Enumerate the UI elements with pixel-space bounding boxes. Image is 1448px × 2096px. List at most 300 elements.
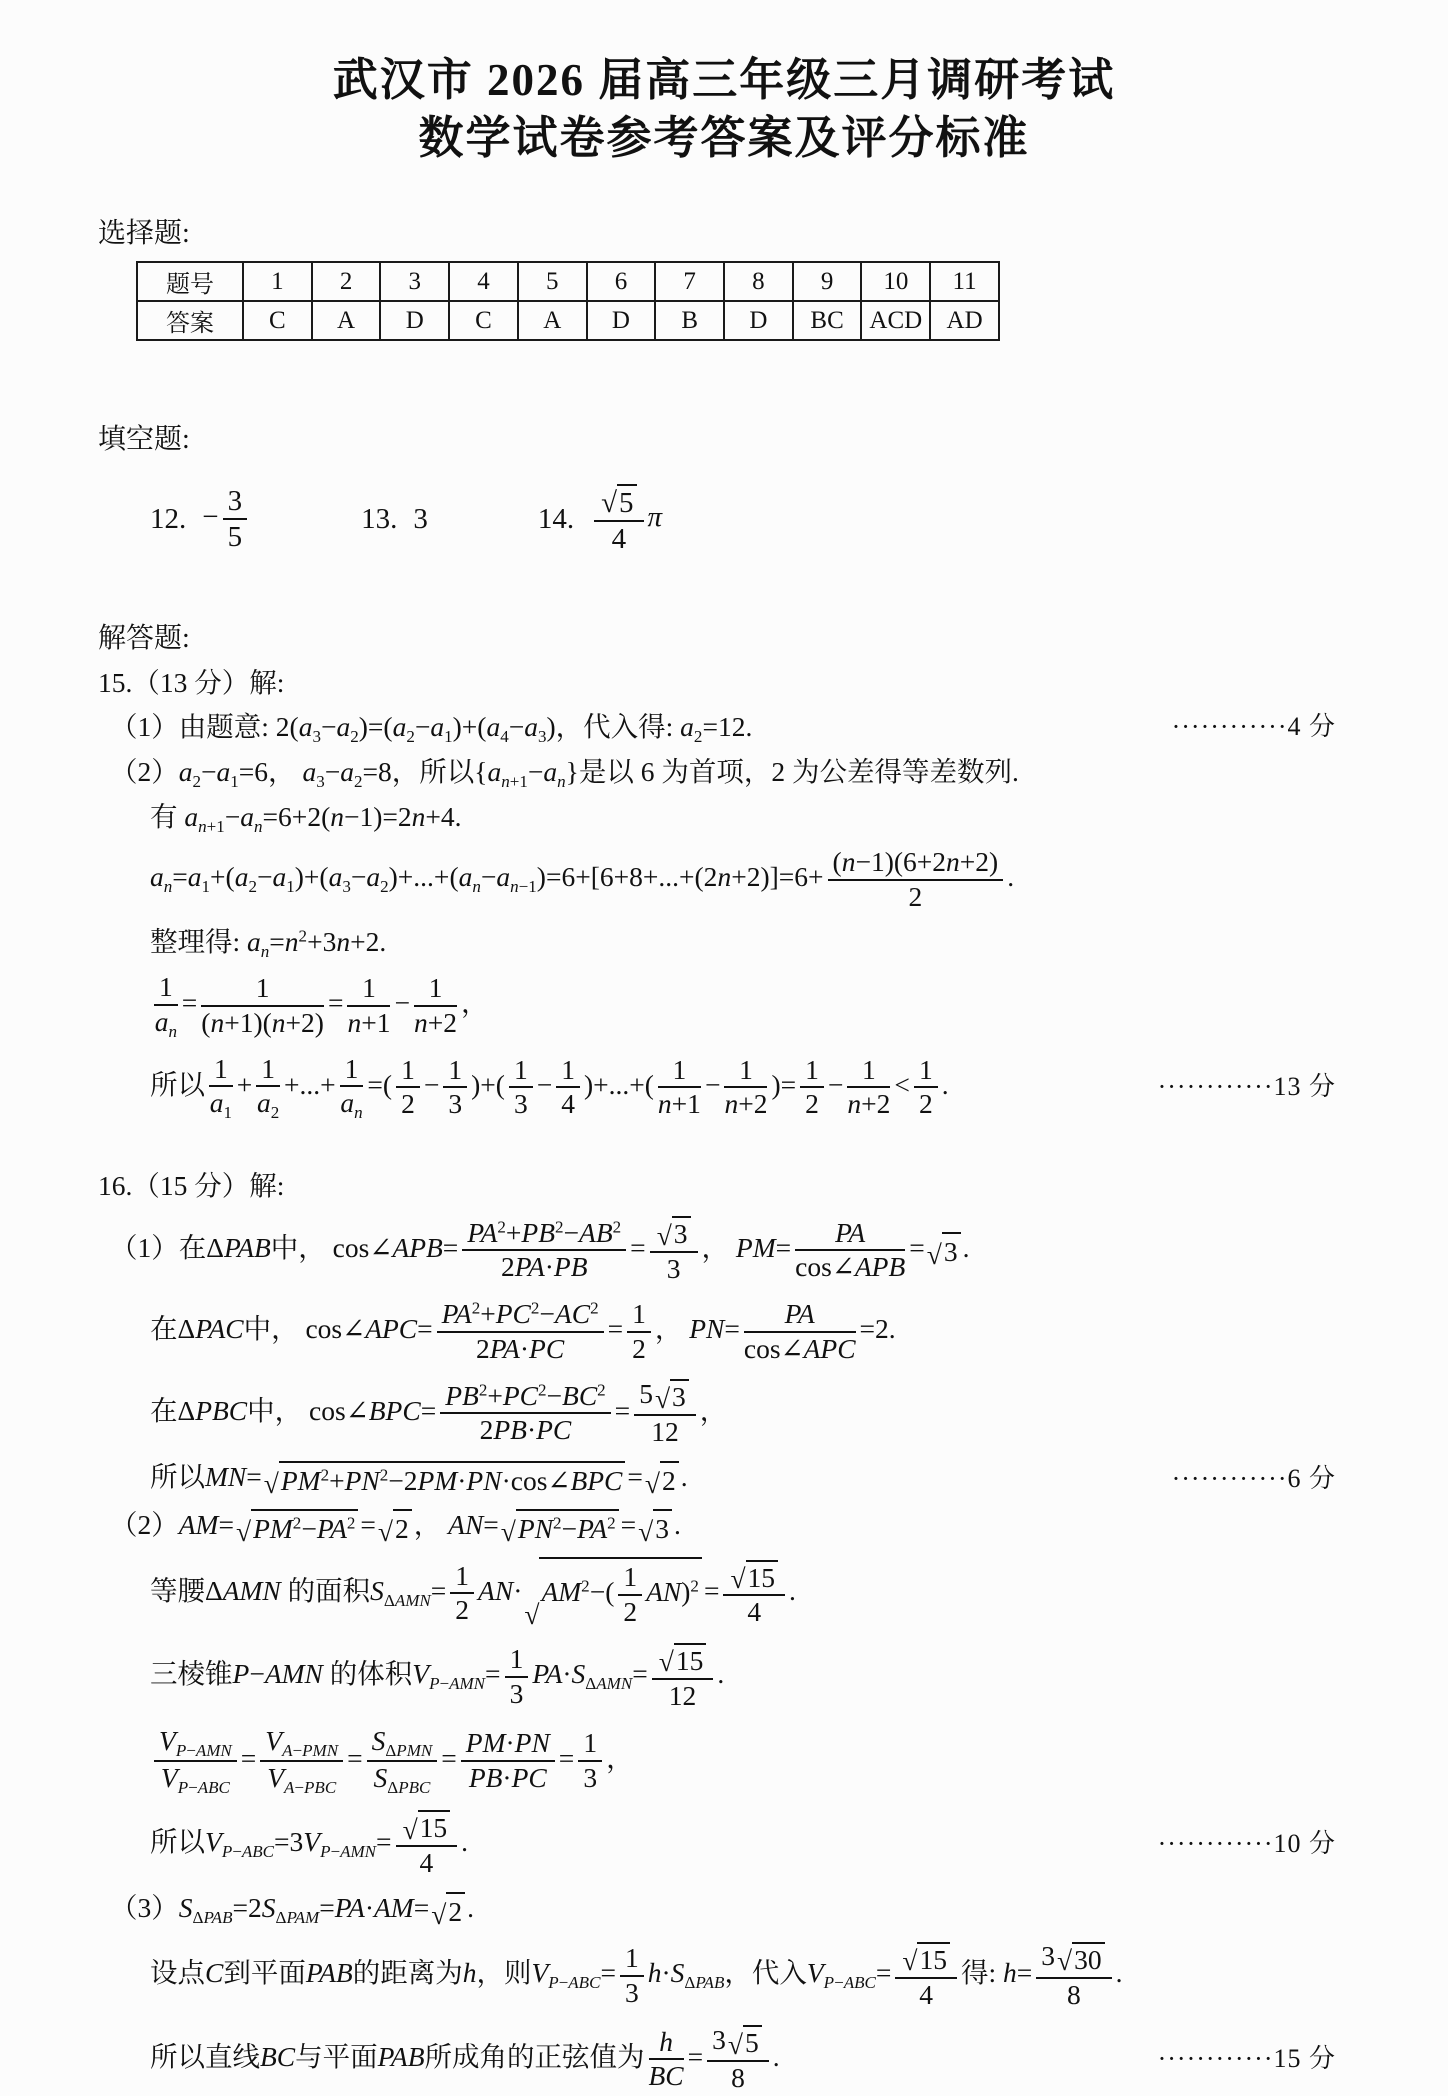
subscript: 3: [316, 772, 325, 792]
choice-cell: D: [587, 301, 656, 340]
math-variable: ABC: [241, 1841, 274, 1861]
radical: √ 5: [728, 2025, 762, 2059]
fraction: [367, 1726, 438, 1796]
fraction: √ 15 4: [723, 1559, 785, 1628]
math-variable: PMN: [302, 1740, 339, 1760]
math-variable: P: [548, 1973, 559, 1993]
math-variable: S: [178, 1891, 193, 1923]
radical: √ 3: [655, 1379, 689, 1413]
solution-line-content: （1）在ΔPAB中， cos∠APB= $\frac{PA^2+PB^2-AB^2}{2PA\cdot PB}$ = √ 3 3 ， PM= PA cos∠APB = √ 3 .: [110, 1216, 970, 1285]
solution-line-content: 等腰ΔAMN 的面积$S_{\Delta AMN}=$ $\frac{1}{2}$ AN· √ $AM^2-$( $\frac{1}{2}$ AN)$^2$ = √ 15 4 .: [150, 1557, 796, 1630]
math-variable: AM: [541, 1576, 582, 1608]
fill-item: [150, 483, 251, 556]
radical-sign-icon: √: [524, 1599, 540, 1631]
math-variable: S: [261, 1891, 276, 1923]
fill-item-answer: [590, 481, 662, 558]
math-variable: a: [184, 801, 199, 833]
fraction: $\frac{1}{n+2}$: [847, 1053, 891, 1120]
math-variable: a: [543, 756, 558, 788]
score-marker: ············15 分: [1157, 2044, 1336, 2074]
math-variable: PAB: [305, 1957, 353, 1989]
math-variable: a: [247, 925, 261, 957]
radical: √ $PN^2-PA^2$: [501, 1509, 619, 1546]
choice-answer-row: [137, 301, 999, 340]
math-variable: V: [267, 1761, 284, 1793]
solution-line-content: 有 $a_{n+1}-a_n=6+2(n-1)=2n+4$.: [150, 801, 462, 837]
math-variable: P: [177, 1777, 189, 1797]
radical-sign-icon: √: [500, 1516, 516, 1548]
math-variable: AN: [646, 1576, 682, 1608]
solution-line: [98, 1891, 1350, 1929]
solution-line: [98, 1808, 1350, 1881]
subscript: [472, 877, 481, 896]
subscript: P−ABC: [548, 1973, 601, 1993]
math-variable: S: [370, 1574, 384, 1606]
fraction: $\frac{1}{2}$: [627, 1299, 651, 1365]
math-variable: BC: [562, 1379, 598, 1411]
solution-line-content: 所以$V_{P-ABC}=3V_{P-AMN}=$ √ 15 4 .: [150, 1808, 468, 1881]
math-variable: n: [411, 801, 426, 833]
math-variable: n: [260, 941, 270, 961]
math-variable: a: [302, 756, 317, 788]
radical-sign-icon: √: [658, 1646, 674, 1678]
math-variable: PA: [467, 1216, 498, 1248]
fill-item-number: 14.: [537, 502, 575, 535]
solution-line: [98, 710, 1350, 745]
math-variable: PAB: [695, 1973, 725, 1993]
radical-sign-icon: √: [235, 1516, 252, 1548]
subscript: ΔPMN: [385, 1740, 433, 1760]
subscript: 2: [192, 772, 202, 792]
choice-cell: 4: [449, 262, 518, 301]
subscript: [168, 1021, 177, 1040]
subscript: [254, 817, 263, 836]
math-variable: PN: [517, 1513, 554, 1545]
superscript: 2: [497, 1217, 506, 1237]
math-variable: PA: [532, 1658, 563, 1690]
math-variable: S: [571, 1658, 586, 1690]
math-variable: BPC: [368, 1394, 421, 1426]
choice-cell: 11: [930, 262, 999, 301]
solution-line-content: 三棱锥P−AMN 的体积$V_{P-AMN}=$ $\frac{1}{3}$ $PA\cdot S_{\Delta AMN}=$ √ 15 12 .: [150, 1643, 725, 1711]
subscript: [354, 1103, 363, 1122]
choice-cell: 2: [312, 262, 381, 301]
solution-line-content: 15.（13 分）解:: [98, 666, 285, 698]
radical: √ 15: [659, 1643, 707, 1677]
choice-cell: ACD: [861, 301, 930, 340]
math-variable: n: [413, 1006, 428, 1038]
subscript: 2: [693, 727, 703, 747]
superscript: 2: [346, 1514, 356, 1534]
choice-table-body: [137, 262, 999, 340]
math-variable: n: [847, 1088, 862, 1120]
solution-line: [98, 1214, 1350, 1287]
superscript: 2: [553, 1514, 562, 1534]
choice-cell: D: [380, 301, 449, 340]
fraction: $\frac{1}{n+2}$: [724, 1053, 768, 1120]
radical: √ 3: [638, 1509, 672, 1546]
fraction: $\frac{1}{4}$: [556, 1055, 580, 1121]
choice-cell: A: [518, 301, 587, 340]
fraction: $\frac{PA^2+PB^2-AB^2}{2PA\cdot PB}$: [462, 1218, 626, 1284]
solution-line: [98, 1297, 1350, 1367]
page-title-line2: 数学试卷参考答案及评分标准: [418, 112, 1030, 163]
radical: √ 15: [902, 1942, 950, 1976]
math-variable: BC: [260, 2040, 296, 2072]
math-variable: PC: [495, 1298, 531, 1330]
math-variable: A: [284, 1777, 295, 1797]
radical: √ 2: [431, 1892, 465, 1929]
fill-item-number: 12.: [150, 502, 187, 535]
fraction: $\frac{PM\cdot PN}{PB\cdot PC}$: [461, 1728, 555, 1794]
subscript: 1: [444, 727, 453, 747]
solution-line: [98, 1557, 1350, 1630]
math-variable: AMN: [195, 1740, 232, 1760]
fraction: $\frac{1}{2}$: [800, 1055, 824, 1121]
fraction: 5 √ 3 12: [634, 1379, 696, 1448]
subscript: n+1: [198, 817, 225, 837]
solution-line: [98, 755, 1350, 790]
subscript: P−ABC: [221, 1841, 274, 1861]
superscript: 2: [471, 1298, 481, 1318]
math-variable: a: [680, 711, 694, 743]
math-variable: APC: [803, 1332, 856, 1364]
choice-cell: 6: [587, 262, 656, 301]
math-variable: V: [160, 1761, 178, 1793]
math-variable: PN: [514, 1726, 550, 1758]
math-variable: a: [366, 861, 381, 893]
math-variable: ABC: [843, 1973, 876, 1993]
math-variable: AN: [448, 1509, 484, 1541]
math-variable: PC: [529, 1332, 565, 1364]
fraction: $\frac{(n-1)(6+2n+2)}{2}$: [828, 847, 1004, 913]
subscript: n+1: [501, 772, 528, 792]
math-variable: h: [462, 1957, 477, 1989]
subscript: P−AMN: [429, 1674, 486, 1694]
math-variable: BPC: [570, 1465, 623, 1497]
math-variable: a: [336, 711, 351, 743]
math-variable: n: [510, 877, 519, 897]
math-variable: PA: [316, 1513, 347, 1545]
math-variable: n: [347, 1006, 362, 1038]
math-variable: a: [178, 756, 193, 788]
math-variable: PMN: [396, 1740, 433, 1760]
superscript: 2: [555, 1217, 564, 1237]
choice-cell: 9: [793, 262, 862, 301]
choice-cell: BC: [793, 301, 862, 340]
choice-cell: 10: [861, 262, 930, 301]
radical-sign-icon: √: [377, 1516, 394, 1548]
math-variable: AMN: [449, 1674, 486, 1694]
fraction: $\frac{1}{a_n}$: [154, 970, 177, 1041]
solution-line: [98, 970, 1350, 1042]
solution-line: [98, 1169, 1350, 1203]
radical-sign-icon: √: [644, 1467, 661, 1499]
math-variable: PA: [489, 1332, 520, 1364]
math-variable: A: [282, 1740, 293, 1760]
math-variable: AMN: [394, 1590, 431, 1610]
radical: √ 2: [378, 1509, 412, 1546]
fraction: √ 5 4: [594, 483, 643, 556]
radical-sign-icon: √: [402, 1813, 418, 1845]
subscript: A−PMN: [282, 1740, 339, 1760]
math-variable: n: [163, 877, 173, 897]
subscript: [557, 772, 566, 791]
solution-line-content: $V_{P-AMN}$ $V_{P-ABC}$ = $V_{A-PMN}$ $V_{A-PBC}$ = $S_{\Delta PMN}$ $S_{\Delta PBC}$ = $\frac{PM\cdot PN}{PB\cdot PC}$ = $\frac{1}{3}$ ，: [150, 1724, 634, 1798]
fraction: $\frac{PB^2+PC^2-BC^2}{2PB\cdot PC}$: [440, 1381, 610, 1447]
math-variable: PC: [511, 1761, 547, 1793]
math-variable: n: [354, 1103, 363, 1123]
superscript: 2: [537, 1380, 547, 1400]
math-variable: a: [340, 756, 354, 788]
math-variable: h: [659, 2025, 673, 2057]
math-variable: V: [205, 1825, 222, 1857]
subscript: P−AMN: [320, 1841, 377, 1861]
choice-row-header: 答案: [137, 301, 243, 340]
math-variable: AM: [178, 1509, 219, 1541]
math-variable: AMN: [340, 1841, 377, 1861]
choice-cell: B: [655, 301, 724, 340]
math-variable: V: [303, 1825, 321, 1857]
math-variable: a: [209, 1087, 224, 1119]
subscript: ΔPAB: [192, 1907, 233, 1927]
choice-cell: AD: [930, 301, 999, 340]
radical: √ 3: [657, 1216, 691, 1250]
math-variable: V: [159, 1724, 176, 1756]
fraction: $\frac{1}{a_n}$: [340, 1052, 363, 1123]
subscript: ΔPAM: [275, 1907, 320, 1927]
page-title-line1: 武汉市 2026 届高三年级三月调研考试: [332, 55, 1116, 105]
radical-sign-icon: √: [730, 1562, 746, 1594]
solution-line: [98, 925, 1350, 960]
fill-item-answer: 3: [413, 502, 428, 535]
subscript: 4: [500, 727, 509, 747]
choice-cell: 8: [724, 262, 793, 301]
math-variable: APC: [365, 1313, 418, 1345]
subscript: 3: [537, 727, 547, 747]
superscript: 2: [597, 1380, 606, 1400]
solution-line-content: 设点C到平面PAB的距离为h，则$V_{P-ABC}=$ $\frac{1}{3}$ $h\cdot S_{\Delta PAB}$，代入$V_{P-ABC}=$ √ 15 4 得: h= 3 √ 30 8 .: [150, 1940, 1123, 2010]
fraction: $\frac{1}{a_2}$: [257, 1052, 280, 1123]
math-variable: P: [175, 1740, 187, 1760]
math-variable: a: [524, 711, 538, 743]
superscript: 2: [581, 1576, 590, 1596]
math-variable: n: [946, 846, 960, 878]
math-variable: S: [373, 1761, 388, 1793]
math-variable: n: [336, 925, 351, 957]
math-variable: V: [531, 1957, 549, 1989]
math-variable: PA: [334, 1891, 365, 1923]
fraction: √ 3 3: [650, 1216, 698, 1285]
radical: √ $PM^2+PN^2-2PM\cdot PN\cdot\cos\angle BPC$: [264, 1461, 626, 1498]
score-marker: ············13 分: [1157, 1072, 1336, 1102]
radical-sign-icon: √: [656, 1219, 672, 1251]
subscript: ΔAMN: [383, 1590, 431, 1610]
choice-cell: C: [449, 301, 518, 340]
math-variable: a: [298, 711, 313, 743]
math-variable: PA: [784, 1298, 815, 1330]
fraction: PA cos∠APB: [795, 1216, 906, 1283]
solution-line-content: $\frac{1}{a_n}$ = $\frac{1}{(n+1)(n+2)}$ = $\frac{1}{n+1}$ − $\frac{1}{n+2}$ ，: [154, 970, 489, 1041]
math-variable: a: [487, 756, 502, 788]
math-variable: a: [150, 861, 164, 893]
math-variable: ABC: [197, 1777, 230, 1797]
math-variable: n: [841, 846, 856, 878]
solution-line-content: （1）由题意: $2(a_3-a_2)=(a_2-a_1)+(a_4-a_3)$，代入得: $a_2=12$.: [110, 711, 753, 747]
math-variable: PA: [441, 1298, 472, 1330]
math-variable: h: [647, 1957, 662, 1989]
solution-line: [98, 1640, 1350, 1713]
solutions-section-label: 解答题:: [98, 622, 190, 654]
fraction: [154, 1726, 237, 1796]
math-variable: V: [412, 1658, 430, 1690]
math-variable: PAB: [223, 1231, 271, 1263]
math-variable: AMN: [596, 1674, 633, 1694]
math-variable: PAM: [286, 1907, 320, 1927]
superscript: 2: [612, 1217, 622, 1237]
choice-cell: D: [724, 301, 793, 340]
math-variable: n: [210, 1006, 225, 1038]
choice-cell: 5: [518, 262, 587, 301]
math-variable: PM: [465, 1726, 506, 1758]
math-variable: PM: [417, 1465, 458, 1497]
math-variable: AC: [554, 1298, 591, 1330]
score-marker: ············4 分: [1171, 712, 1336, 742]
math-variable: h: [1002, 1957, 1017, 1989]
choice-row-header: 题号: [137, 262, 243, 301]
fraction: PA cos∠APC: [743, 1298, 856, 1364]
superscript: 2: [590, 1298, 599, 1318]
fraction: $\frac{1}{3}$: [505, 1644, 529, 1710]
fraction: $\frac{1}{2}$: [618, 1562, 642, 1628]
subscript: n−1: [510, 877, 537, 897]
superscript: 2: [478, 1380, 488, 1400]
superscript: 2: [298, 926, 308, 946]
math-variable: ABC: [568, 1973, 601, 1993]
math-variable: n: [198, 817, 207, 837]
solution-line-content: 所以 $\frac{1}{a_1}$ + $\frac{1}{a_2}$ +...+ $\frac{1}{a_n}$ =( $\frac{1}{2}$ − $\frac{1}{3}$ )+( $\frac{1}{3}$ − $\frac{1}{4}$ )+...+( $\frac{1}{n+1}$ − $\frac{1}{n+2}$ )= $\frac{1}{2}$ − $\frac{1}{n+2}$ < $\frac{1}{2}$ .: [150, 1052, 949, 1123]
choice-cell: 1: [243, 262, 312, 301]
superscript: 2: [292, 1514, 302, 1534]
fraction: $\frac{1}{2}$: [914, 1055, 938, 1121]
fill-item-answer: − $\frac{3}{5}$: [202, 483, 251, 556]
choice-cell: A: [312, 301, 381, 340]
math-variable: PC: [502, 1379, 538, 1411]
math-variable: a: [430, 711, 445, 743]
subscript: ΔPBC: [387, 1777, 431, 1797]
math-variable: V: [806, 1957, 824, 1989]
math-variable: a: [392, 711, 407, 743]
subscript: 1: [201, 877, 211, 897]
superscript: 2: [607, 1514, 616, 1534]
fraction: $\frac{3}{5}$: [223, 485, 248, 554]
math-variable: n: [271, 1006, 286, 1038]
math-variable: a: [257, 1087, 271, 1119]
math-variable: S: [670, 1957, 685, 1989]
subscript: [261, 942, 270, 961]
math-variable: PC: [536, 1414, 572, 1446]
radical: √ 15: [730, 1560, 778, 1594]
subscript: [164, 877, 173, 896]
solution-line-content: 16.（15 分）解:: [98, 1170, 285, 1202]
score-marker: ············6 分: [1171, 1463, 1336, 1493]
subscript: ΔAMN: [585, 1674, 633, 1694]
fraction: $\frac{1}{a_1}$: [209, 1052, 232, 1123]
math-variable: AMN: [264, 1658, 323, 1690]
math-variable: PAB: [377, 2040, 425, 2072]
math-variable: PN: [344, 1465, 380, 1497]
math-variable: PB: [521, 1216, 556, 1248]
radical-sign-icon: √: [654, 1382, 671, 1414]
radical: √ 5: [601, 484, 636, 519]
superscript: 2: [320, 1465, 330, 1485]
subscript: P−ABC: [823, 1973, 876, 1993]
math-variable: n: [330, 801, 344, 833]
fill-item-number: 13.: [361, 502, 398, 535]
radical-sign-icon: √: [601, 487, 618, 520]
radical-sign-icon: √: [926, 1238, 942, 1270]
fraction: $\frac{1}{n+1}$: [347, 971, 391, 1038]
fraction: $\frac{1}{2}$: [450, 1561, 474, 1627]
solution-line-content: 整理得: $a_n=n^2+3n+2$.: [150, 925, 387, 961]
solution-lines: [98, 666, 1350, 2096]
fraction: $\frac{1}{n+1}$: [657, 1053, 701, 1120]
math-variable: V: [265, 1724, 283, 1756]
subscript: 2: [353, 772, 363, 792]
math-variable: P: [429, 1674, 440, 1694]
math-variable: n: [472, 877, 481, 897]
math-variable: PM: [735, 1231, 776, 1263]
math-variable: n: [254, 817, 263, 837]
math-variable: a: [154, 1005, 169, 1037]
math-variable: a: [272, 861, 287, 893]
subscript: 2: [350, 727, 359, 747]
solution-line-content: $(3)S_{\Delta PAB}=2S_{\Delta PAM}=PA\cdot AM=$ √ 2 .: [110, 1891, 474, 1930]
math-variable: PA: [835, 1216, 866, 1248]
fraction: √ 15 12: [652, 1642, 714, 1711]
math-variable: n: [724, 1088, 739, 1120]
fraction: $\frac{1}{3}$: [509, 1055, 533, 1121]
math-variable: a: [234, 861, 249, 893]
math-variable: PAC: [195, 1313, 244, 1345]
choice-section-label: 选择题:: [98, 218, 190, 250]
radical: √ 30: [1057, 1942, 1105, 1976]
fraction: $\frac{1}{3}$: [578, 1728, 602, 1794]
choice-cell: C: [243, 301, 312, 340]
solution-line: [98, 845, 1350, 915]
subscript: 2: [406, 727, 415, 747]
fraction: 3 √ 5 8: [707, 2025, 769, 2094]
math-variable: n: [284, 925, 299, 957]
subscript: P−ABC: [177, 1777, 230, 1797]
math-variable: n: [717, 861, 732, 893]
math-variable: n: [657, 1088, 672, 1120]
math-variable: P: [232, 1658, 250, 1690]
math-variable: a: [458, 861, 473, 893]
solution-line-content: 所以直线BC与平面PAB所成角的正弦值为 $\frac{h}{BC}$ = 3 √ 5 8 .: [150, 2023, 780, 2094]
fraction: √ 15 4: [895, 1941, 957, 2010]
math-variable: PB: [493, 1414, 527, 1446]
math-variable: PN: [689, 1313, 725, 1345]
superscript: 2: [530, 1298, 540, 1318]
fraction: √ 15 4: [396, 1810, 458, 1879]
fill-item: [538, 481, 662, 558]
fraction: $\frac{1}{3}$: [443, 1055, 467, 1121]
solution-line: [98, 800, 1350, 835]
score-marker: ············10 分: [1157, 1828, 1336, 1858]
math-variable: a: [216, 756, 231, 788]
subscript: 1: [230, 772, 239, 792]
